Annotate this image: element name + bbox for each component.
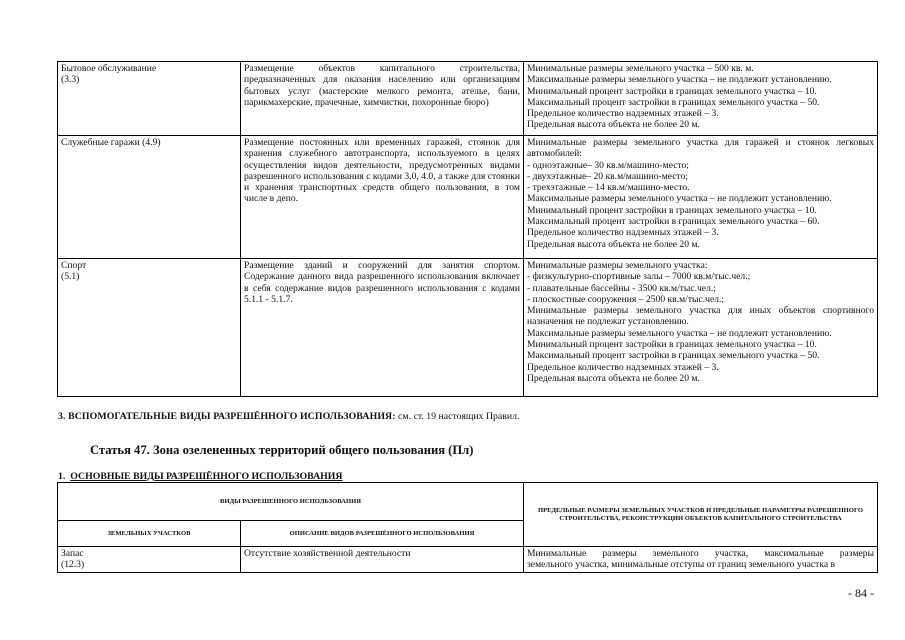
param-line: Максимальные размеры земельного участка – не подлежит установлению.: [527, 327, 832, 339]
use-type-cell: [58, 547, 241, 573]
params-cell: [524, 136, 878, 259]
section-3-title: 3. ВСПОМОГАТЕЛЬНЫЕ ВИДЫ РАЗРЕШЁННОГО ИСПОЛЬЗОВАНИЯ:: [58, 411, 396, 422]
params-cell: [524, 547, 878, 573]
table-row: [58, 62, 878, 136]
use-type-code: (12.3): [61, 559, 85, 571]
param-line: - одноэтажные– 30 кв.м/машино-место;: [527, 159, 689, 171]
use-description-cell: Размещение постоянных или временных гаражей, стоянок для хранения служебного автотранспорта, используемого в целях осуществления видов деятельности, предусмотренных видами разрешенного использования с кодами 3.0, 4.0, а также для стоянки и хранения транспортных средств общего пользования, в том числе в депо.: [241, 136, 524, 259]
section-1-title: ОСНОВНЫЕ ВИДЫ РАЗРЕШЁННОГО ИСПОЛЬЗОВАНИЯ: [70, 471, 343, 482]
use-type-cell: [58, 62, 241, 136]
use-type-code: (5.1): [61, 271, 80, 283]
param-line: - физкультурно-спортивные залы – 7000 кв.м/тыс.чел.;: [527, 271, 751, 283]
param-line: - трехэтажные – 14 кв.м/машино-место.: [527, 182, 690, 194]
use-description-cell: Размещение объектов капитального строительства, предназначенных для оказания населению или организациям бытовых услуг (мастерские мелкого ремонта, ателье, бани, парикмахерские, прачечные, химчистки, похоронные бюро): [241, 62, 524, 136]
param-line: Предельная высота объекта не более 20 м.: [527, 119, 700, 131]
param-line: Максимальные размеры земельного участка – не подлежит установлению.: [527, 193, 832, 205]
header-group-cell: ВИДЫ РАЗРЕШЕННОГО ИСПОЛЬЗОВАНИЯ: [58, 483, 524, 521]
param-line: Минимальные размеры земельного участка:: [527, 260, 708, 271]
use-description-cell: Размещение зданий и сооружений для занятия спортом. Содержание данного вида разрешенного использования включает в себя содержание видов разрешенного использования с кодами 5.1.1 - 5.1.7.: [241, 259, 524, 397]
basic-uses-table: [57, 482, 878, 573]
param-line: Предельное количество надземных этажей – 3.: [527, 108, 719, 120]
use-type-name: Запас: [61, 548, 84, 559]
section-3-reference: см. ст. 19 настоящих Правил.: [395, 411, 520, 422]
param-line: Максимальный процент застройки в границах земельного участка – 50.: [527, 96, 820, 108]
header-land-plots-cell: ЗЕМЕЛЬНЫХ УЧАСТКОВ: [58, 521, 241, 547]
param-line: - плоскостные сооружения – 2500 кв.м/тыс.чел.;: [527, 293, 725, 305]
param-line: - плавательные бассейны - 3500 кв.м/тыс.чел.;: [527, 282, 716, 294]
param-line: - двухэтажные– 20 кв.м/машино-место;: [527, 170, 689, 182]
section-3-heading: [58, 411, 519, 422]
params-cell: [524, 62, 878, 136]
use-type-name: Спорт: [61, 260, 87, 271]
header-description-cell: ОПИСАНИЕ ВИДОВ РАЗРЕШЁННОГО ИСПОЛЬЗОВАНИЯ: [241, 521, 524, 547]
param-line: Минимальные размеры земельного участка для гаражей и стоянок легковых автомобилей:: [527, 137, 874, 160]
params-cell: [524, 259, 878, 397]
section-1-number: 1.: [58, 471, 66, 482]
table-header-row: [58, 483, 878, 521]
param-line: Минимальный процент застройки в границах земельного участка – 10.: [527, 204, 817, 216]
param-line: Минимальные размеры земельного участка – 500 кв. м.: [527, 63, 754, 74]
param-line: Минимальный процент застройки в границах земельного участка – 10.: [527, 85, 817, 97]
article-title: Статья 47. Зона озелененных территорий общего пользования (Пл): [90, 443, 474, 457]
param-line: земельного участка, минимальные отступы от границ земельного участка в: [527, 559, 836, 571]
use-type-code: (3.3): [61, 74, 80, 86]
use-type-cell: [58, 259, 241, 397]
use-description-cell: Отсутствие хозяйственной деятельности: [241, 547, 524, 573]
page-number: - 84 -: [848, 586, 874, 600]
param-line: Предельное количество надземных этажей – 3.: [527, 227, 719, 239]
zone-params-table-continued: [57, 61, 878, 397]
use-type-name: Служебные гаражи (4.9): [61, 137, 161, 148]
header-params-cell: ПРЕДЕЛЬНЫЕ РАЗМЕРЫ ЗЕМЕЛЬНЫХ УЧАСТКОВ И ПРЕДЕЛЬНЫЕ ПАРАМЕТРЫ РАЗРЕШЕННОГО СТРОИТЕЛЬСТВА, РЕКОНСТРУКЦИИ ОБЪЕКТОВ КАПИТАЛЬНОГО СТРОИТЕЛЬСТВА: [524, 483, 878, 547]
use-type-name: Бытовое обслуживание: [61, 63, 157, 74]
param-line: Максимальный процент застройки в границах земельного участка – 50.: [527, 350, 820, 362]
table-row: [58, 259, 878, 397]
param-line: Предельное количество надземных этажей – 3.: [527, 361, 719, 373]
param-line: Предельная высота объекта не более 20 м.: [527, 238, 700, 250]
use-type-cell: [58, 136, 241, 259]
param-line: Предельная высота объекта не более 20 м.: [527, 372, 700, 384]
table-row: [58, 136, 878, 259]
param-line: Максимальный процент застройки в границах земельного участка – 60.: [527, 216, 820, 228]
param-line: Минимальные размеры земельного участка, максимальные размеры: [527, 548, 875, 559]
param-line: Максимальные размеры земельного участка – не подлежит установлению.: [527, 74, 832, 86]
table-row: [58, 547, 878, 573]
param-line: Минимальный процент застройки в границах земельного участка – 10.: [527, 339, 817, 351]
param-line: Минимальные размеры земельного участка для иных объектов спортивного назначения не подлежат установлению.: [527, 305, 874, 328]
section-1-heading: [58, 471, 342, 482]
